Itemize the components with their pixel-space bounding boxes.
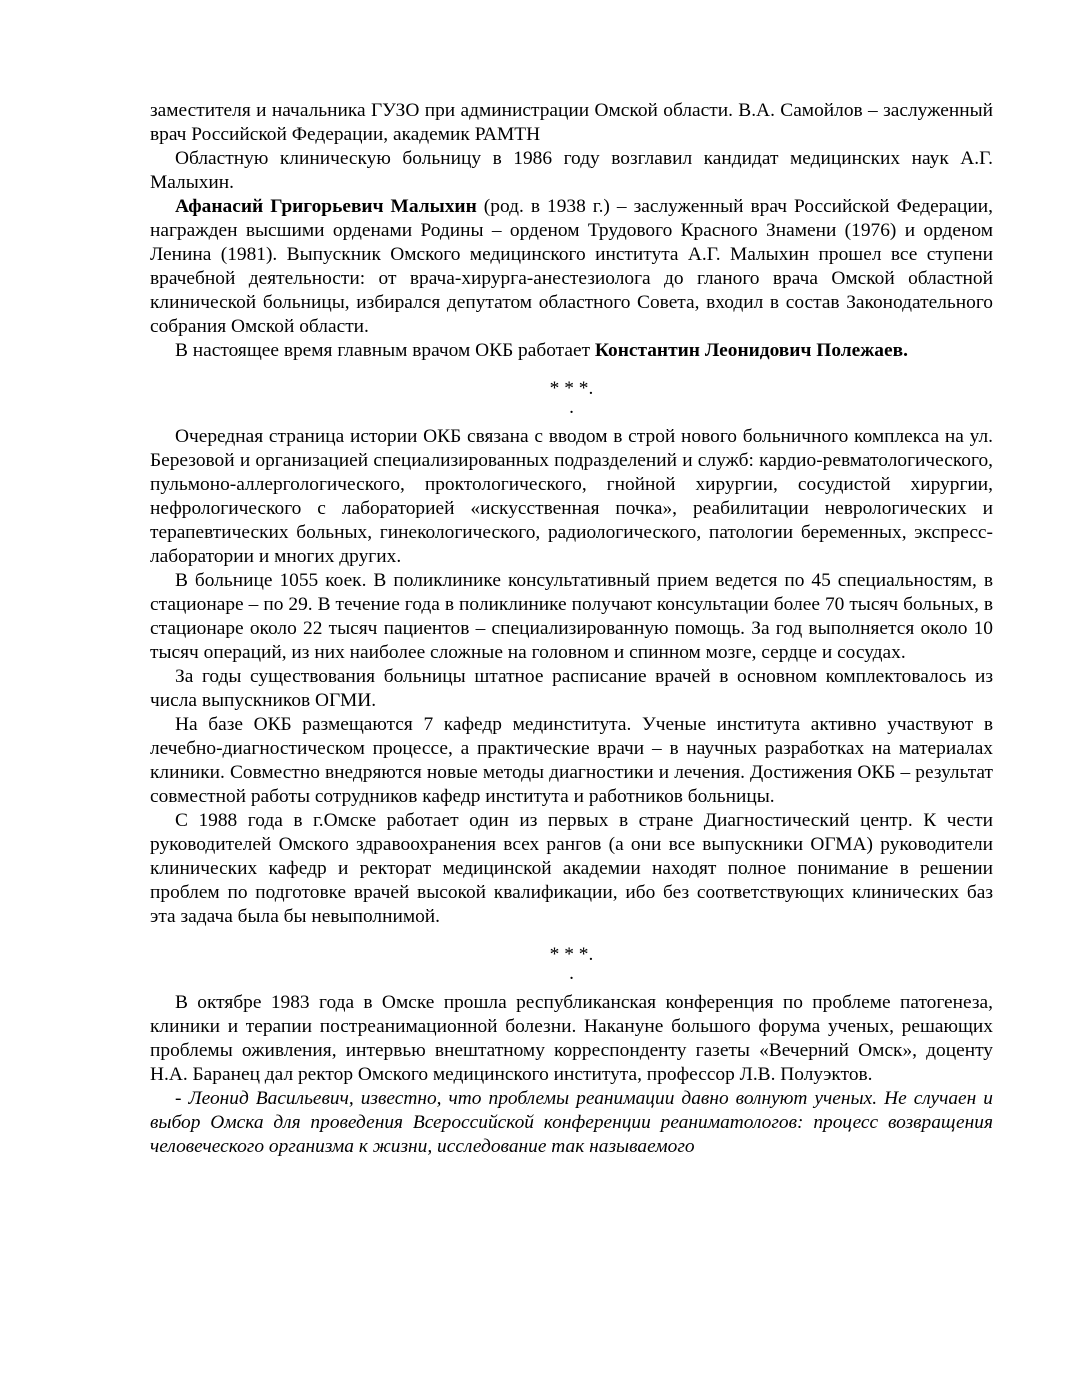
- paragraph-11: - Леонид Васильевич, известно, что проблемы реанимации давно волнуют ученых. Не случаен и выбор Омска для проведения Всероссийской конференции реаниматологов: процесс возвращения человеческого организма к жизни, исследование так называемого: [150, 1088, 993, 1157]
- paragraph-8: На базе ОКБ размещаются 7 кафедр мединститута. Ученые института активно участвуют в лечебно-диагностическом процессе, а практические врачи – в научных разработках на материалах клиники. Совместно внедряются новые методы диагностики и лечения. Достижения ОКБ – результат совместной работы сотрудников кафедр института и работников больницы.: [150, 714, 993, 807]
- section-separator: [150, 929, 993, 991]
- paragraph-3: [150, 195, 993, 339]
- paragraph-9: С 1988 года в г.Омске работает один из первых в стране Диагностический центр. К чести руководителей Омского здравоохранения всех рангов (а они все выпускники ОГМА) руководители клинических кафедр и ректорат медицинской академии находят полное понимание в решении проблем по подготовке врачей высокой квалификации, ибо без соответствующих клинических баз эта задача была бы невыполнимой.: [150, 810, 993, 927]
- person-name-malykhin: Афанасий Григорьевич Малыхин: [175, 196, 477, 217]
- section-separator: [150, 363, 993, 425]
- paragraph-4: [150, 339, 993, 363]
- separator-dot: .: [569, 963, 574, 984]
- paragraph-2: Областную клиническую больницу в 1986 году возглавил кандидат медицинских наук А.Г. Малыхин.: [150, 148, 993, 193]
- person-name-polezhaev: Константин Леонидович Полежаев.: [594, 340, 908, 361]
- paragraph-3-text: (род. в 1938 г.) – заслуженный врач Российской Федерации, награжден высшими орденами Родины – орденом Трудового Красного Знамени (1976) и орденом Ленина (1981). Выпускник Омского медицинского института А.Г. Малыхин прошел все ступени врачебной деятельности: от врача-хирурга-анестезиолога до гланого врача Омской областной клинической больницы, избирался депутатом областного Совета, входил в состав Законодательного собрания Омской области.: [150, 196, 993, 337]
- separator-dot: .: [569, 397, 574, 418]
- paragraph-6: В больнице 1055 коек. В поликлинике консультативный прием ведется по 45 специальностям, в стационаре – по 29. В течение года в поликлинике получают консультации более 70 тысяч больных, в стационаре около 22 тысяч пациентов – специализированную помощь. За год выполняется около 10 тысяч операций, из них наиболее сложные на головном и спинном мозге, сердце и сосудах.: [150, 570, 993, 663]
- document-page: [150, 99, 993, 1159]
- paragraph-7: За годы существования больницы штатное расписание врачей в основном комплектовалось из числа выпускников ОГМИ.: [150, 666, 993, 711]
- paragraph-10: В октябре 1983 года в Омске прошла республиканская конференция по проблеме патогенеза, клиники и терапии постреанимационной болезни. Накануне большого форума ученых, решающих проблемы оживления, интервью внештатному корреспонденту газеты «Вечерний Омск», доценту Н.А. Баранец дал ректор Омского медицинского института, профессор Л.В. Полуэктов.: [150, 992, 993, 1085]
- separator-stars: * * *.: [549, 944, 594, 965]
- paragraph-1: заместителя и начальника ГУЗО при администрации Омской области. В.А. Самойлов – заслуженный врач Российской Федерации, академик РАМТН: [150, 100, 993, 145]
- separator-stars: * * *.: [549, 378, 594, 399]
- paragraph-5: Очередная страница истории ОКБ связана с вводом в строй нового больничного комплекса на ул. Березовой и организацией специализированных подразделений и служб: кардио-ревматологического, пульмоно-аллергологического, проктологического, гнойной хирургии, сосудистой хирургии, нефрологического с лабораторией «искусственная почка», реабилитации неврологических и терапевтических больных, гинекологического, радиологического, патологии беременных, экспресс-лаборатории и многих других.: [150, 426, 993, 567]
- paragraph-4-text: В настоящее время главным врачом ОКБ работает: [175, 340, 595, 361]
